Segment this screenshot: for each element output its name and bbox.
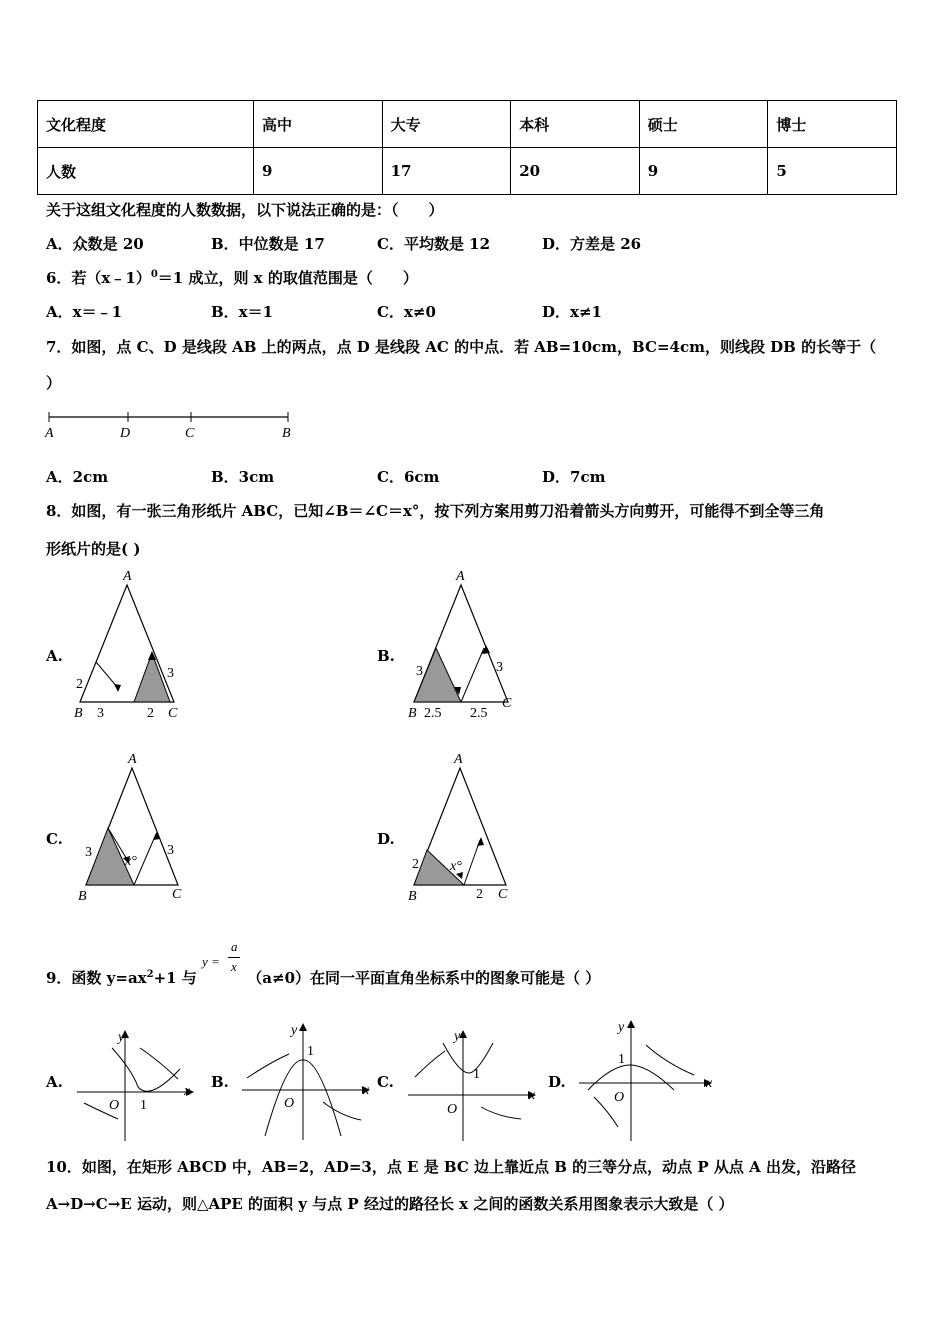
origin-label: O (614, 1090, 625, 1105)
q7-option-c: C．6cm (377, 468, 440, 486)
q5-stem: 关于这组文化程度的人数数据，以下说法正确的是：（ ） (46, 201, 444, 219)
q5-option-d: D．方差是 26 (542, 235, 642, 253)
vertex-b: B (78, 889, 87, 904)
q9-option-c-letter: C. (377, 1073, 394, 1091)
education-table (37, 100, 897, 195)
q6-option-b: B．x＝1 (211, 303, 274, 321)
q9-graph-b (237, 1018, 377, 1143)
q9-graph-d (574, 1015, 719, 1143)
vertex-a: A (123, 569, 132, 584)
q5-option-c: C．平均数是 12 (377, 235, 491, 253)
point-label-c: C (185, 426, 195, 441)
point-label-a: A (45, 426, 54, 441)
length-label: 3 (97, 706, 104, 721)
vertex-c: C (172, 887, 182, 902)
tick-label-one: 1 (473, 1067, 480, 1082)
q10-stem-line1: 10．如图，在矩形 ABCD 中，AB=2，AD=3，点 E 是 BC 边上靠近点 B 的三等分点，动点 P 从点 A 出发，沿路径 (46, 1158, 856, 1176)
length-label: 2 (476, 887, 483, 902)
vertex-a: A (454, 752, 463, 767)
table-row (38, 101, 897, 148)
q8-figure-b (404, 565, 524, 725)
vertex-b: B (408, 889, 417, 904)
axis-label-y: y (291, 1023, 298, 1038)
q7-stem-line1: 7．如图，点 C、D 是线段 AB 上的两点，点 D 是线段 AC 的中点．若 AB=10cm，BC=4cm，则线段 DB 的长等于（ (46, 338, 877, 356)
q6-option-c: C．x≠0 (377, 303, 436, 321)
origin-label: O (284, 1096, 295, 1111)
q7-option-a: A．2cm (46, 468, 109, 486)
point-label-b: B (282, 426, 291, 441)
q8-figure-d (404, 748, 524, 908)
table-cell: 20 (511, 148, 640, 195)
fraction-formula: y = a x (202, 963, 242, 983)
origin-label: O (109, 1098, 120, 1113)
length-label: 3 (85, 845, 92, 860)
q8-option-a-letter: A. (46, 647, 63, 665)
length-label: 2 (147, 706, 154, 721)
axis-label-x: x (184, 1084, 191, 1099)
q8-figure-a (70, 565, 190, 725)
axis-label-x: x (706, 1076, 713, 1091)
length-label: 3 (416, 664, 423, 679)
angle-label: x° (450, 859, 462, 874)
length-label: 3 (496, 660, 503, 675)
q5-option-a: A．众数是 20 (46, 235, 144, 253)
table-cell: 硕士 (639, 101, 768, 148)
axis-label-y: y (454, 1029, 461, 1044)
table-cell: 高中 (254, 101, 383, 148)
length-label: 3 (167, 666, 174, 681)
table-cell: 9 (254, 148, 383, 195)
vertex-c: C (168, 706, 178, 721)
q6-stem: 6．若（x﹣1）$^0$＝1 成立，则 x 的取值范围是（ ） (46, 269, 418, 287)
length-label: 2 (76, 677, 83, 692)
q8-option-d-letter: D. (377, 830, 395, 848)
table-cell: 文化程度 (38, 101, 254, 148)
q8-stem-line2: 形纸片的是( ) (46, 540, 141, 558)
vertex-b: B (74, 706, 83, 721)
tick-label-one: 1 (140, 1098, 147, 1113)
table-row (38, 148, 897, 195)
q7-option-b: B．3cm (211, 468, 275, 486)
angle-label: x° (125, 854, 137, 869)
q6-option-d: D．x≠1 (542, 303, 602, 321)
vertex-a: A (128, 752, 137, 767)
origin-label: O (447, 1102, 458, 1117)
axis-label-y: y (618, 1020, 625, 1035)
vertex-c: C (502, 696, 512, 711)
vertex-a: A (456, 569, 465, 584)
length-label: 2 (412, 857, 419, 872)
table-cell: 本科 (511, 101, 640, 148)
q8-option-c-letter: C. (46, 830, 63, 848)
q10-stem-line2: A→D→C→E 运动，则△APE 的面积 y 与点 P 经过的路径长 x 之间的函数关系用图象表示大致是（ ） (46, 1195, 734, 1213)
table-cell: 5 (768, 148, 897, 195)
q8-figure-c (70, 748, 190, 908)
q9-stem: 9．函数 $y=ax^2+1$ 与 y = a x （a≠0）在同一平面直角坐标系中的图象可能是（ ） (46, 939, 601, 987)
length-label: 2.5 (470, 706, 488, 721)
q7-line-segment-figure (40, 405, 302, 445)
table-cell: 博士 (768, 101, 897, 148)
point-label-d: D (120, 426, 131, 441)
length-label: 3 (167, 843, 174, 858)
q7-stem-line2: ） (46, 374, 62, 392)
q9-option-d-letter: D. (548, 1073, 566, 1091)
q8-stem-line1: 8．如图，有一张三角形纸片 ABC，已知∠B＝∠C＝x°，按下列方案用剪刀沿着箭头方向剪开，可能得不到全等三角 (46, 502, 825, 520)
q7-option-d: D．7cm (542, 468, 606, 486)
q9-graph-a (72, 1025, 202, 1143)
q9-option-a-letter: A. (46, 1073, 63, 1091)
table-cell: 9 (639, 148, 768, 195)
vertex-b: B (408, 706, 417, 721)
axis-label-y: y (118, 1030, 125, 1045)
q9-option-b-letter: B. (211, 1073, 229, 1091)
q6-option-a: A．x＝﹣1 (46, 303, 123, 321)
q8-option-b-letter: B. (377, 647, 395, 665)
table-cell: 人数 (38, 148, 254, 195)
vertex-c: C (498, 887, 508, 902)
axis-label-x: x (363, 1083, 370, 1098)
tick-label-one: 1 (618, 1052, 625, 1067)
table-cell: 大专 (382, 101, 511, 148)
tick-label-one: 1 (307, 1044, 314, 1059)
q5-option-b: B．中位数是 17 (211, 235, 325, 253)
table-cell: 17 (382, 148, 511, 195)
axis-label-x: x (529, 1088, 536, 1103)
q9-graph-c (403, 1025, 543, 1143)
length-label: 2.5 (424, 706, 442, 721)
